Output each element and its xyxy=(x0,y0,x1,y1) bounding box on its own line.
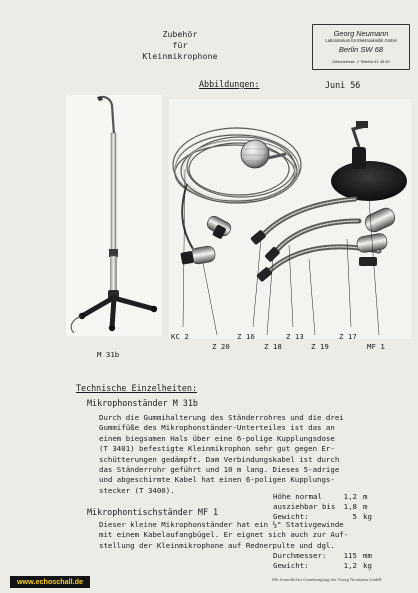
spec-value: 1,8 xyxy=(343,501,357,511)
part-label: Z 16 xyxy=(237,332,255,341)
title-line: für xyxy=(172,41,188,50)
spec-table xyxy=(273,492,372,521)
title-line: Kleinmikrophone xyxy=(142,52,218,61)
section-text xyxy=(99,413,404,496)
part-label: Z 20 xyxy=(212,342,230,351)
company-address: Gitschinerstr. 2 Telefon 61 48 92 xyxy=(332,59,390,64)
text-line: stellung der Kleinmikrophone auf Rednerpulte und dgl. xyxy=(99,540,335,550)
spec-row xyxy=(273,551,372,561)
spec-unit: mm xyxy=(363,551,372,560)
stand-label: M 31b xyxy=(97,350,120,359)
text-line: Dieser kleine Mikrophonständer hat ein ½" Stativgewinde xyxy=(99,520,344,529)
details-heading: Technische Einzelheiten: xyxy=(76,383,198,393)
accessories-photo xyxy=(169,99,411,339)
spec-label: ausziehbar bis xyxy=(273,501,336,511)
spec-unit: m xyxy=(363,492,368,501)
spec-value: 5 xyxy=(352,511,357,521)
spec-value: 1,2 xyxy=(343,560,357,570)
stand-photo xyxy=(66,95,162,336)
spec-label: Gewicht: xyxy=(273,560,309,570)
spec-label: Gewicht: xyxy=(273,511,309,521)
text-line: schütterungen gedämpft. Dam Verbindungskabel ist durch xyxy=(99,454,340,464)
spec-unit: m xyxy=(363,501,368,511)
part-label: KC 2 xyxy=(171,332,189,341)
spec-row xyxy=(273,492,372,502)
figures-heading: Abbildungen: xyxy=(199,79,260,89)
title-line: Zubehör xyxy=(162,30,198,39)
text-line: und abgeschirmte Kabel hat einen 6-poligen Kupplungs- xyxy=(99,475,335,485)
text-line: mit einem Kabelaufangbügel. Er eignet sich auch zur Auf- xyxy=(99,530,349,540)
spec-label: Durchmesser: xyxy=(273,551,327,560)
part-label: Z 19 xyxy=(311,342,329,351)
company-city: Berlin SW 68 xyxy=(338,45,384,54)
credit-note: Mit freundlicher Genehmigung der Georg Neumann GmbH xyxy=(272,577,382,582)
company-name: Georg Neumann xyxy=(333,29,389,38)
spec-unit: kg xyxy=(363,511,372,521)
text-line: stecker (T 3400). xyxy=(99,485,175,495)
text-line: das Ständerrohr geführt und 10 m lang. Dieses 5-adrige xyxy=(99,465,340,475)
text-line: Gummifüße des Mikrophonständer-Unterteiles ist das an xyxy=(99,423,335,433)
company-subtitle: Laboratorium für Elektroakustik GmbH xyxy=(325,38,397,43)
spec-unit: kg xyxy=(363,560,372,570)
text-line: Durch die Gummihalterung des Ständerrohres und die drei xyxy=(99,413,344,422)
spec-table xyxy=(273,551,372,571)
spec-value: 115 xyxy=(343,551,357,560)
spec-row xyxy=(273,502,372,512)
part-label: Z 18 xyxy=(264,342,282,351)
part-label: Z 13 xyxy=(286,332,304,341)
document-date: Juni 56 xyxy=(325,80,361,90)
section-title: Mikrophontischständer MF 1 xyxy=(87,507,219,517)
part-label: Z 17 xyxy=(339,332,357,341)
company-letterhead xyxy=(312,24,410,70)
spec-label: Höhe normal xyxy=(273,492,322,501)
part-label: MF 1 xyxy=(367,342,385,351)
section-text xyxy=(99,520,404,551)
spec-row xyxy=(273,561,372,571)
site-link[interactable]: www.echoschall.de xyxy=(10,576,90,588)
text-line: (T 3401) befestigte Kleinmikrophon sehr gut gegen Er- xyxy=(99,444,335,454)
text-line: einem biegsamen Hals über eine 6-polige Kupplungsdose xyxy=(99,433,335,443)
document-title xyxy=(110,29,250,62)
section-title: Mikrophonständer M 31b xyxy=(87,398,198,408)
spec-value: 1,2 xyxy=(343,492,357,501)
